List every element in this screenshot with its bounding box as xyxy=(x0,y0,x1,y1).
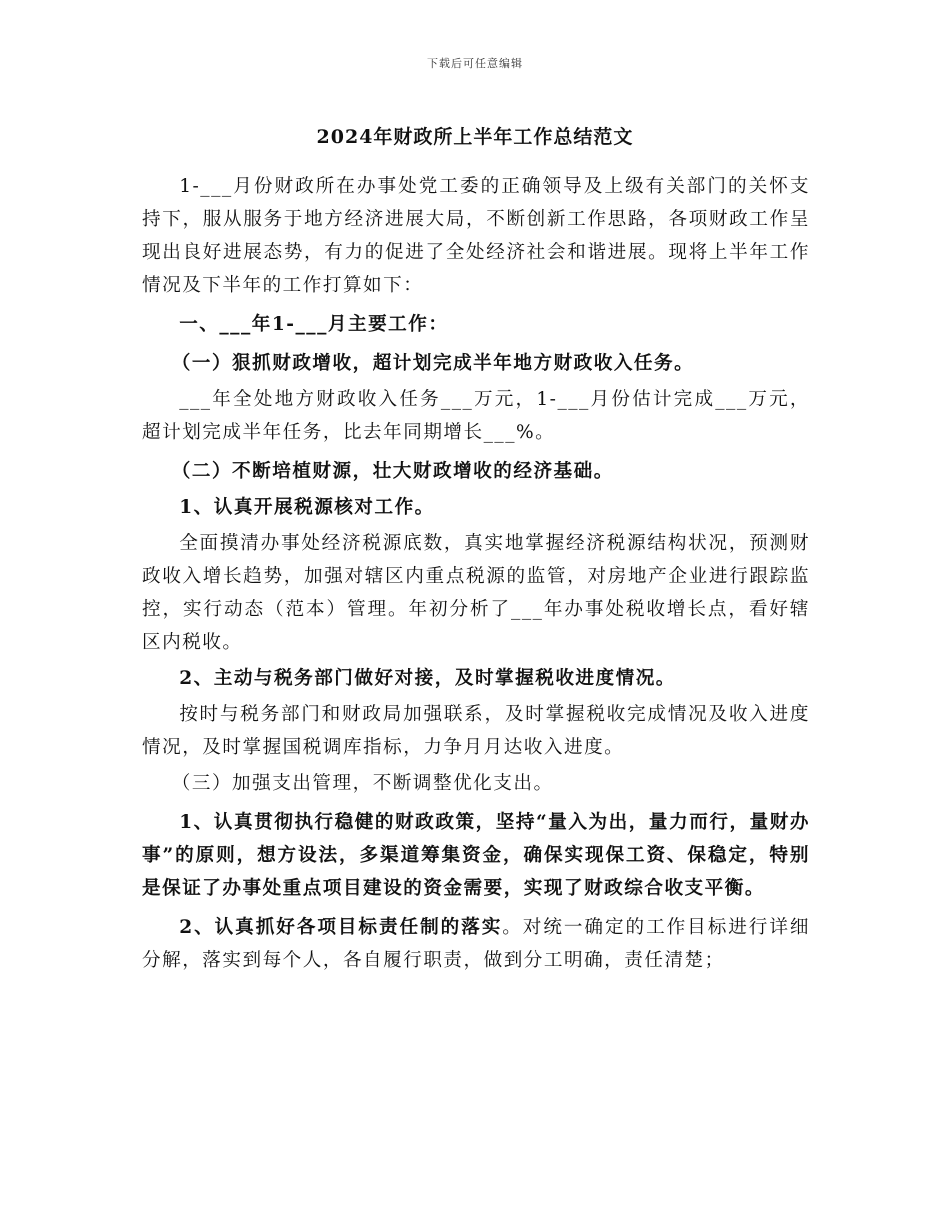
item-2-1-text: 全面摸清办事处经济税源底数，真实地掌握经济税源结构状况，预测财政收入增长趋势，加强对辖区内重点税源的监管，对房地产企业进行跟踪监控，实行动态（范本）管理。年初分析了___年办事处税收增长点，看好辖区内税收。 xyxy=(142,533,810,653)
subsection-1-text: ___年全处地方财政收入任务___万元，1-___月份估计完成___万元，超计划完成半年任务，比去年同期增长___%。 xyxy=(142,389,810,443)
document-body xyxy=(142,170,810,977)
item-3-1-text: 1、认真贯彻执行稳健的财政政策，坚持“量入为出，量力而行，量财办事”的原则，想方设法，多渠道筹集资金，确保实现保工资、保稳定，特别是保证了办事处重点项目建设的资金需要，实现了财政综合收支平衡。 xyxy=(142,812,810,899)
item-2-2-text: 按时与税务部门和财政局加强联系，及时掌握税收完成情况及收入进度情况，及时掌握国税调库指标，力争月月达收入进度。 xyxy=(142,704,810,758)
item-heading-2-1: 1、认真开展税源核对工作。 xyxy=(179,497,435,518)
item-heading-2-2: 2、主动与税务部门做好对接，及时掌握税收进度情况。 xyxy=(179,668,676,689)
item-3-2-text: 。对统一确定的工作目标进行详细分解，落实到每个人，各自履行职责，做到分工明确，责任清楚； xyxy=(142,917,810,971)
document-title: 2024年财政所上半年工作总结范文 xyxy=(316,126,634,148)
item-3-2-paragraph xyxy=(142,911,810,977)
subsection-heading-1: （一）狠抓财政增收，超计划完成半年地方财政收入任务。 xyxy=(171,353,695,374)
subsection-heading-2: （二）不断培植财源，壮大财政增收的经济基础。 xyxy=(171,461,614,482)
page-header-note: 下载后可任意编辑 xyxy=(427,57,523,70)
item-3-2-heading: 2、认真抓好各项目标责任制的落实 xyxy=(179,917,503,938)
section-heading-1: 一、___年1-___月主要工作： xyxy=(179,314,449,335)
subsection-heading-3: （三）加强支出管理，不断调整优化支出。 xyxy=(171,773,554,794)
intro-paragraph: 1-___月份财政所在办事处党工委的正确领导及上级有关部门的关怀支持下，服从服务于地方经济进展大局，不断创新工作思路，各项财政工作呈现出良好进展态势，有力的促进了全处经济社会和谐进展。现将上半年工作情况及下半年的工作打算如下： xyxy=(142,176,810,296)
